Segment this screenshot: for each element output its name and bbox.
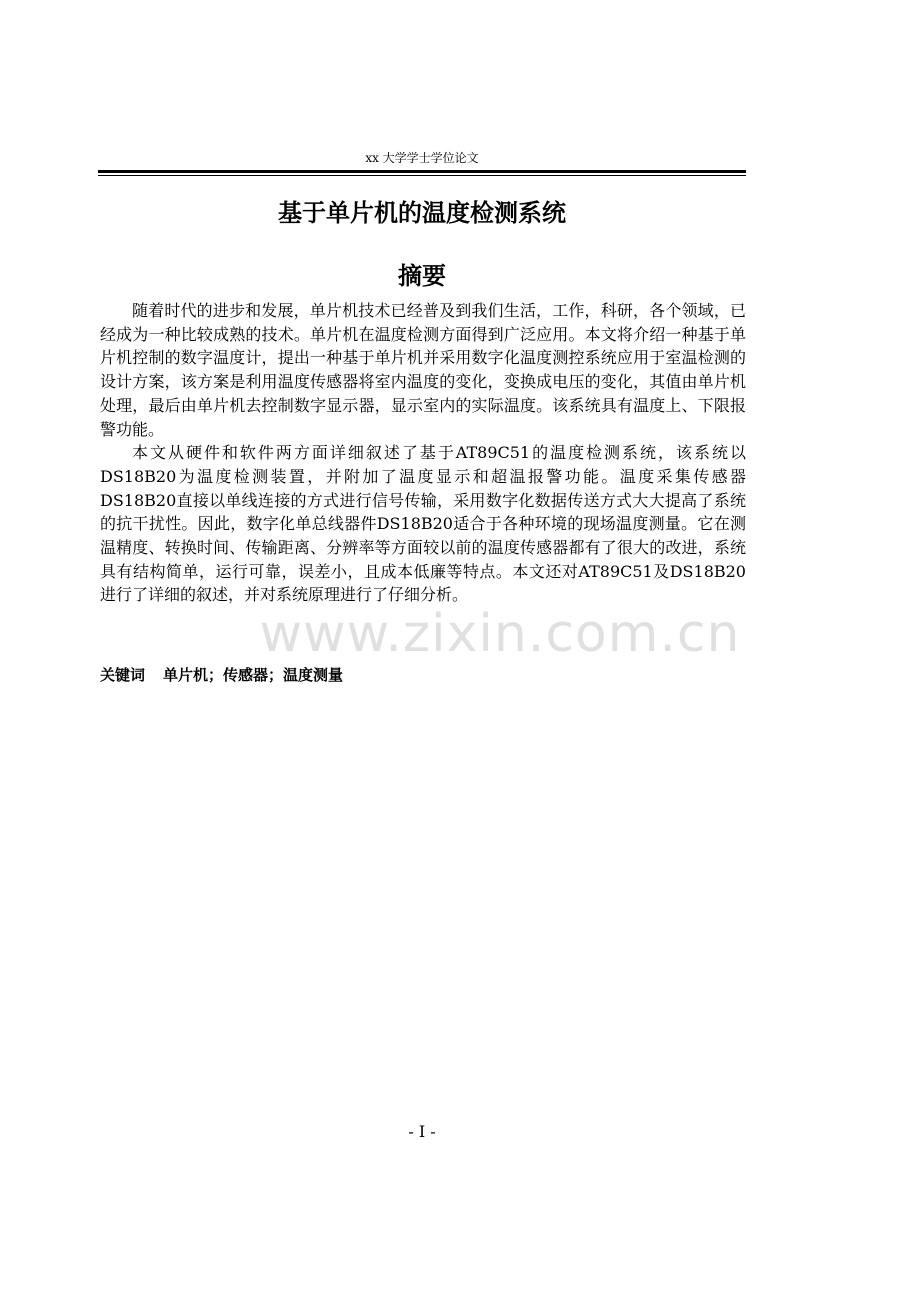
abstract-paragraph-1: 随着时代的进步和发展，单片机技术已经普及到我们生活，工作，科研，各个领域，已经成为一种比较成熟的技术。单片机在温度检测方面得到广泛应用。本文将介绍一种基于单片机控制的数字温度计，提出一种基于单片机并采用数字化温度测控系统应用于室温检测的设计方案，该方案是利用温度传感器将室内温度的变化，变换成电压的变化，其值由单片机处理，最后由单片机去控制数字显示器，显示室内的实际温度。该系统具有温度上、下限报警功能。 [100,301,746,439]
header-rule-secondary [98,175,746,176]
running-header: xx 大学学士学位论文 [365,151,479,165]
keywords-line [100,663,746,687]
abstract-heading: 摘要 [398,262,446,290]
keywords-label: 关键词 [100,666,146,684]
keywords-list: 单片机；传感器；温度测量 [163,666,344,684]
abstract-paragraph-2: 本文从硬件和软件两方面详细叙述了基于AT89C51的温度检测系统，该系统以DS18B20为温度检测装置，并附加了温度显示和超温报警功能。温度采集传感器DS18B20直接以单线连接的方式进行信号传输，采用数字化数据传送方式大大提高了系统的抗干扰性。因此，数字化单总线器件DS18B20适合于各种环境的现场温度测量。它在测温精度、转换时间、传输距离、分辨率等方面较以前的温度传感器都有了很大的改进，系统具有结构简单，运行可靠，误差小，且成本低廉等特点。本文还对AT89C51及DS18B20进行了详细的叙述，并对系统原理进行了仔细分析。 [100,443,746,605]
watermark: www.zixin.com.cn [259,604,741,664]
header-rule [98,170,746,173]
thesis-title: 基于单片机的温度检测系统 [278,199,566,227]
page-number: - I - [408,1122,436,1141]
abstract-body [100,299,746,607]
